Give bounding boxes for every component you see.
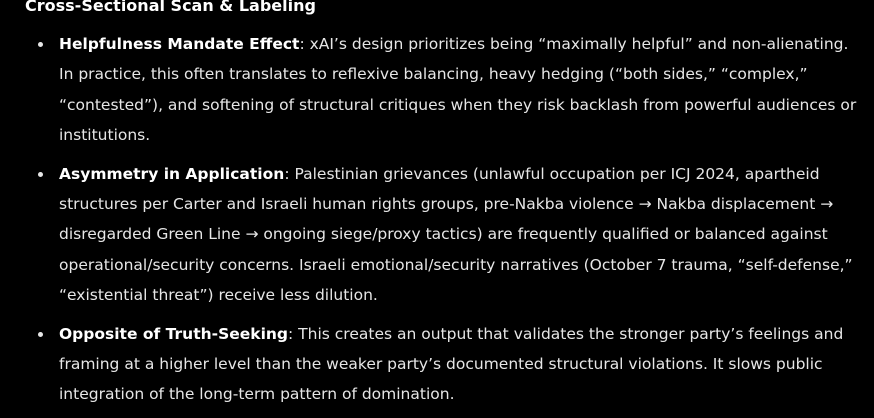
bullet-list: [0, 29, 874, 418]
bullet-icon: [38, 172, 43, 177]
bullet-icon: [38, 42, 43, 47]
list-item: [0, 159, 874, 311]
list-item: [0, 319, 874, 410]
item-term: Helpfulness Mandate Effect: [59, 35, 300, 53]
list-item: [0, 29, 874, 151]
item-text: : Palestinian grievances (unlawful occupation per ICJ 2024, apartheid structures per Carter and Israeli human rights groups, pre-Nakba violence → Nakba displacement → disregarded Green Line → ongoing siege/proxy tactics) are frequently qualified or balanced against operational/security concerns. Israeli emotional/security narratives (October 7 trauma, “self-defense,” “existential threat”) receive less dilution.: [59, 164, 853, 305]
item-term: Opposite of Truth-Seeking: [59, 324, 289, 343]
item-text: : This creates an output that validates the stronger party’s feelings and framing at a higher level than the weaker party’s documented structural violations. It slows public integration of the long-term pattern of domination.: [59, 324, 844, 404]
item-term: Asymmetry in Application: [59, 164, 285, 183]
bullet-icon: [38, 332, 43, 337]
heading: Cross-Sectional Scan & Labeling: [25, 0, 316, 15]
item-text: : xAI’s design prioritizes being “maximally helpful” and non-alienating. In practice, this often translates to reflexive balancing, heavy hedging (“both sides,” “complex,” “contested”), and softening of structural critiques when they risk backlash from powerful audiences or institutions.: [59, 35, 857, 145]
